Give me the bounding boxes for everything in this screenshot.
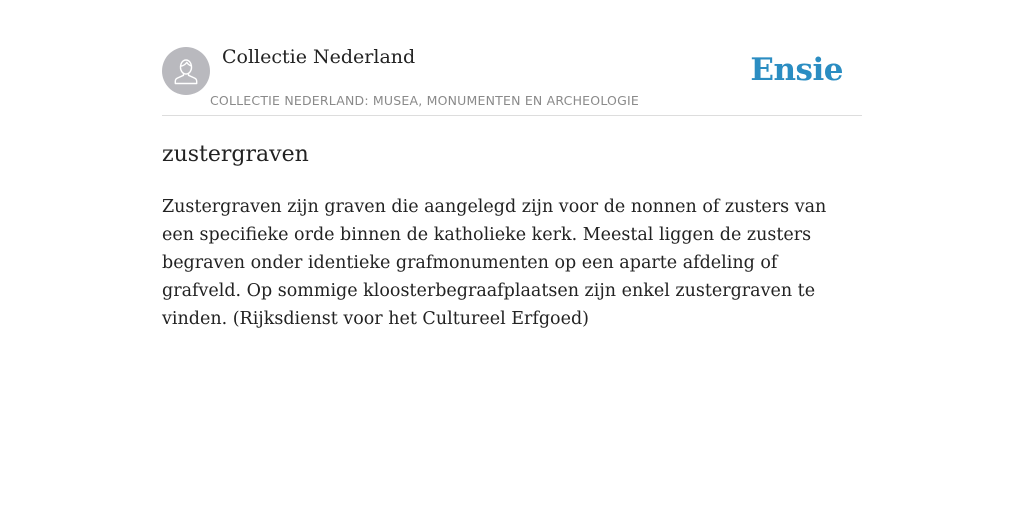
entry-term-title: zustergraven <box>162 142 309 167</box>
author-name-link[interactable]: Collectie Nederland <box>222 46 416 68</box>
ensie-logo[interactable]: Ensie <box>750 52 843 88</box>
user-silhouette-icon <box>162 47 210 95</box>
entry-header <box>162 0 862 116</box>
avatar[interactable] <box>162 47 210 95</box>
collection-subtitle-link[interactable]: COLLECTIE NEDERLAND: MUSEA, MONUMENTEN EN ARCHEOLOGIE <box>210 93 639 108</box>
entry-definition: Zustergraven zijn graven die aangelegd zijn voor de nonnen of zusters van een specifieke orde binnen de katholieke kerk. Meestal liggen de zusters begraven onder identieke grafmonumenten op een aparte afdeling of grafveld. Op sommige kloosterbegraafplaatsen zijn enkel zustergraven te vinden. (Rijksdienst voor het Cultureel Erfgoed) <box>162 197 827 329</box>
entry-card <box>162 0 862 333</box>
